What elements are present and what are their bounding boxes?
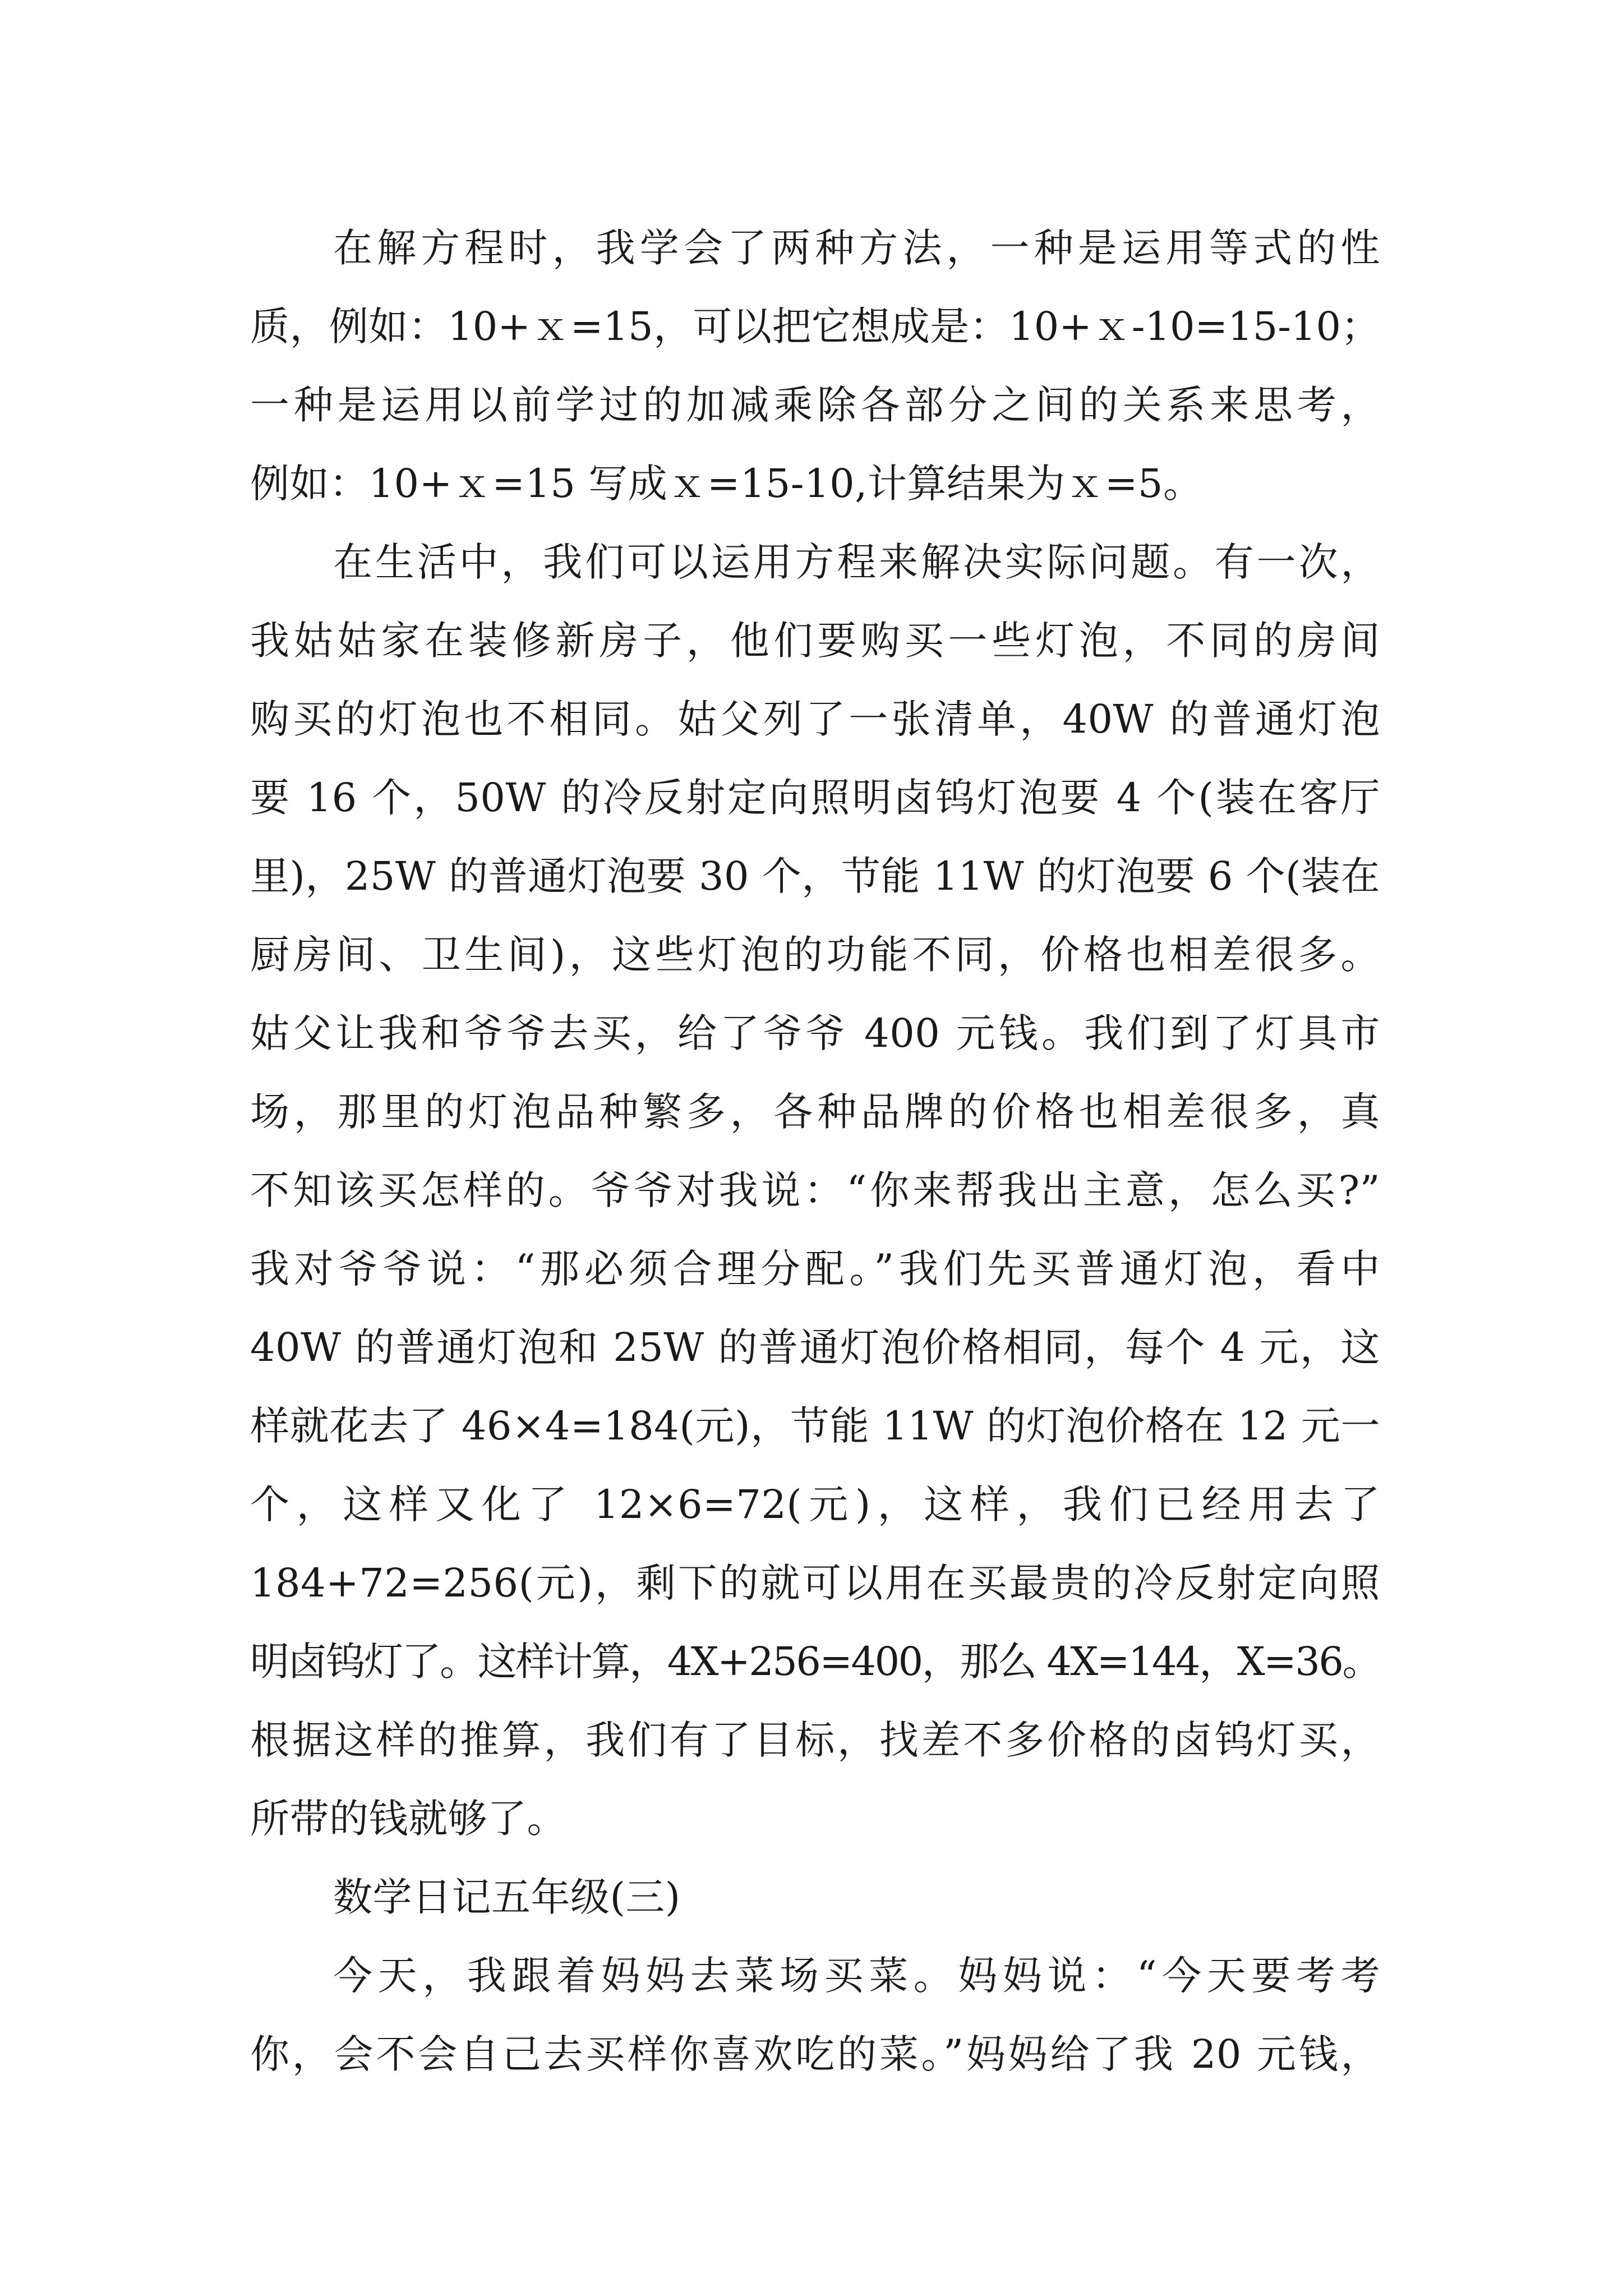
- text-line: 我姑姑家在装修新房子，他们要购买一些灯泡，不同的房间: [250, 618, 1380, 664]
- text-line: 场，那里的灯泡品种繁多，各种品牌的价格也相差很多，真: [250, 1089, 1380, 1135]
- text-line: 在解方程时，我学会了两种方法，一种是运用等式的性: [333, 225, 1380, 271]
- text-line: 明卤钨灯了。这样计算，4X+256=400，那么 4X=144，X=36。: [250, 1639, 1380, 1685]
- text-line: 要 16 个，50W 的冷反射定向照明卤钨灯泡要 4 个(装在客厅: [250, 775, 1380, 821]
- text-line: 不知该买怎样的。爷爷对我说：“你来帮我出主意，怎么买?”: [250, 1167, 1380, 1213]
- text-line: 质，例如：10+ｘ=15，可以把它想成是：10+ｘ-10=15-10；: [250, 303, 1380, 349]
- text-line: 在生活中，我们可以运用方程来解决实际问题。有一次，: [333, 539, 1380, 585]
- text-line: 里)，25W 的普通灯泡要 30 个，节能 11W 的灯泡要 6 个(装在: [250, 853, 1380, 899]
- text-line: 姑父让我和爷爷去买，给了爷爷 400 元钱。我们到了灯具市: [250, 1010, 1380, 1056]
- text-line: 我对爷爷说：“那必须合理分配。”我们先买普通灯泡，看中: [250, 1246, 1380, 1292]
- text-line: 你，会不会自己去买样你喜欢吃的菜。”妈妈给了我 20 元钱，: [250, 2031, 1380, 2077]
- text-line: 例如：10+ｘ=15 写成ｘ=15-10,计算结果为ｘ=5。: [250, 461, 1203, 507]
- text-line: 根据这样的推算，我们有了目标，找差不多价格的卤钨灯买，: [250, 1717, 1380, 1763]
- text-line: 一种是运用以前学过的加减乘除各部分之间的关系来思考，: [250, 382, 1380, 428]
- text-line: 所带的钱就够了。: [250, 1796, 566, 1842]
- text-line: 184+72=256(元)，剩下的就可以用在买最贵的冷反射定向照: [250, 1560, 1380, 1606]
- document-body: [250, 209, 1380, 2093]
- section-heading: 数学日记五年级(三): [333, 1874, 681, 1920]
- text-line: 个，这样又化了 12×6=72(元)，这样，我们已经用去了: [250, 1481, 1380, 1527]
- text-line: 厨房间、卫生间)，这些灯泡的功能不同，价格也相差很多。: [250, 932, 1380, 978]
- text-line: 样就花去了 46×4=184(元)，节能 11W 的灯泡价格在 12 元一: [250, 1403, 1380, 1449]
- text-line: 购买的灯泡也不相同。姑父列了一张清单，40W 的普通灯泡: [250, 696, 1380, 742]
- text-line: 40W 的普通灯泡和 25W 的普通灯泡价格相同，每个 4 元，这: [250, 1324, 1380, 1370]
- text-line: 今天，我跟着妈妈去菜场买菜。妈妈说：“今天要考考: [333, 1953, 1380, 1999]
